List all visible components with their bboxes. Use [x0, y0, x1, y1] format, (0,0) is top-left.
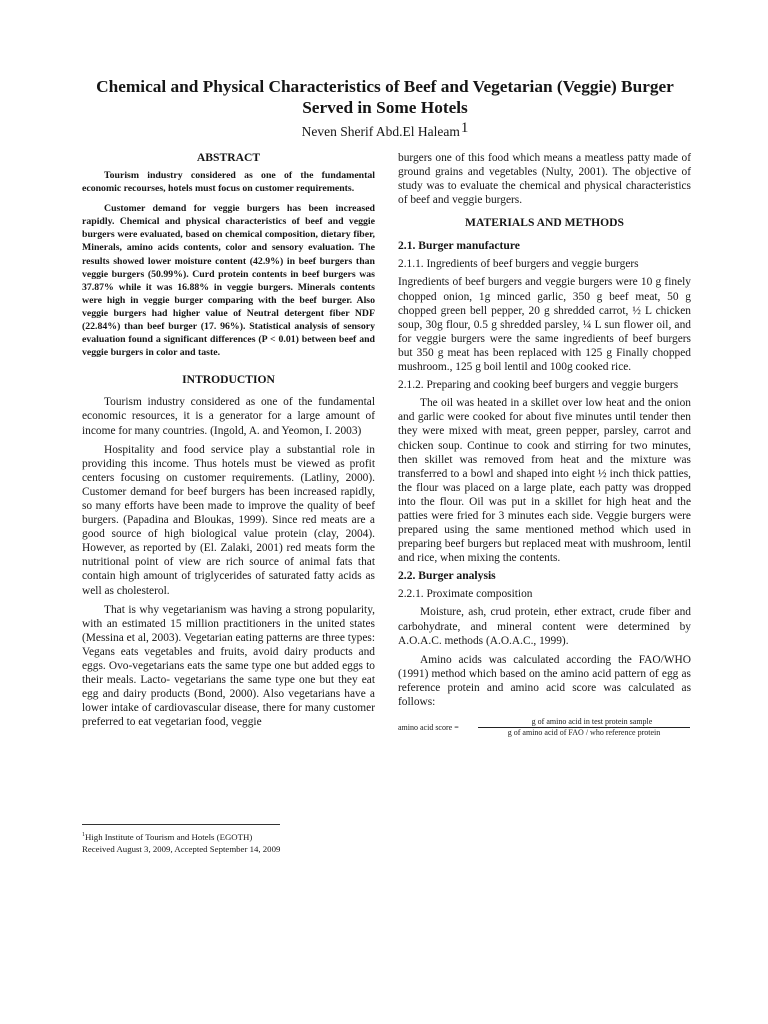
abstract-paragraph: Tourism industry considered as one of the fundamental economic recourses, hotels must focus on customer requirements. [82, 170, 375, 195]
intro-continuation [398, 151, 691, 207]
author-name: Neven Sherif Abd.El Haleam [301, 124, 460, 139]
paper-title [60, 76, 710, 118]
right-column [398, 151, 691, 740]
footnote-affiliation-text: High Institute of Tourism and Hotels (EGOTH) [85, 831, 253, 842]
formula-denominator: g of amino acid of FAO / who reference protein [507, 728, 661, 738]
proximate-paragraph: Moisture, ash, crud protein, ether extract, crude fiber and carbohydrate, and mineral content were determined by A.O.A.C. methods (A.O.A.C., 1999). [398, 606, 691, 647]
introduction-body [82, 395, 375, 729]
intro-paragraph: That is why vegetarianism was having a strong popularity, with an estimated 15 million practitioners in the united states (Messina et al, 2003). Vegetarian eating patterns are three types: Vegans eats vegetables and fruits, avoid dairy products and eggs. Ovo-vegetarians eats the same type one but added eggs to their meals. Lacto- vegetarians the same type one but they eat egg and dairy products (Bond, 2000). Also vegetarians have a lower intake of cardiovascular disease, there for many customer preferred to eat vegetarian food, veggie [82, 603, 375, 729]
section-2-1-2-body [398, 396, 691, 565]
abstract-paragraph: Customer demand for veggie burgers has been increased rapidly. Chemical and physical characteristics of beef and veggie burgers were evaluated, based on chemical composition, dietary fiber, Minerals, amino acids contents, color and sensory evaluation. The results showed lower moisture content (42.9%) in beef burgers than veggie burgers (50.99%). Curd protein contents in beef burgers was 37.87% while it was 16.88% in veggie burgers. Minerals contents were high in veggie burger comparing with the beef burger. Also veggie burgers had higher value of Neutral detergent fiber NDF (22.84%) than beef burger (17. 96%). Statistical analysis of sensory evaluation found a significant differences (P < 0.01) between beef and veggie burgers in color and taste. [82, 203, 375, 359]
section-2-2-1-body [398, 605, 691, 709]
section-2-1-1-body [398, 275, 691, 374]
amino-acid-score-formula [398, 718, 691, 740]
footnote-divider [82, 824, 280, 825]
introduction-heading: INTRODUCTION [182, 373, 275, 387]
footnote-affiliation [82, 829, 382, 843]
intro-paragraph: Hospitality and food service play a substantial role in providing this income. Thus hotels must be viewed as profit centers focusing on customer requirements. (Latliny, 2000). Customer demand for beef burgers has been increased rapidly, so many efforts have been made to improve the quality of beef burgers. (Papadina and Bloukas, 1999). Since red meats are a good source of high biological value protein (clay, 2004). However, as reported by (El. Zalaki, 2001) red meats form the nutritional point of view are rich source of animal fats that contain high amount of triglycerides of saturated fatty acids as well as cholesterol. [82, 443, 375, 597]
section-2-2-1-heading: 2.2.1. Proximate composition [398, 588, 533, 601]
left-column [82, 151, 375, 729]
section-2-1-2-heading: 2.1.2. Preparing and cooking beef burgers and veggie burgers [398, 379, 679, 392]
abstract-body [82, 169, 375, 359]
formula-numerator: g of amino acid in test protein sample [531, 717, 653, 727]
preparation-paragraph: The oil was heated in a skillet over low heat and the onion and garlic were cooked for about five minutes until tender then they were mixed with meat, green pepper, parsley, carrot and chicken soup. Continue to cook and stirring for two minutes, then skillet was removed from heat and the mixture was transferred to a bowl and shaped into eight ½ inch thick patties, the flour was placed on a large plate, each patty was dropped into the flour. Oil was put in a skillet for high heat and the patties were fried for 3 minutes each side. Veggie burgers were prepared using the same mentioned method which used in preparing beef burgers but replaced meat with mushroom, lentil and rice, when mixing the contents. [398, 397, 691, 565]
footnote [82, 829, 382, 855]
intro-paragraph: Tourism industry considered as one of the fundamental economic resources, it is a generator for a large amount of income for many countries. (Ingold, A. and Yeomon, I. 2003) [82, 396, 375, 437]
intro-continuation-paragraph: burgers one of this food which means a meatless patty made of ground grains and vegetables (Nulty, 2001). The objective of study was to evaluate the chemical and physical characteristics of beef and veggie burgers. [398, 152, 691, 207]
amino-acid-paragraph: Amino acids was calculated according the FAO/WHO (1991) method which based on the amino acid pattern of egg as reference protein and amino acid score was calculated as follows: [398, 653, 691, 708]
author-line [60, 119, 710, 141]
footnote-received-dates: Received August 3, 2009, Accepted September 14, 2009 [82, 843, 281, 854]
section-2-2-heading: 2.2. Burger analysis [398, 569, 496, 583]
abstract-heading: ABSTRACT [196, 151, 261, 164]
title-line-2: Served in Some Hotels [302, 98, 468, 117]
footnote-mark: 1 [82, 832, 85, 838]
title-line-1: Chemical and Physical Characteristics of Beef and Vegetarian (Veggie) Burger [96, 77, 674, 96]
section-2-1-1-heading: 2.1.1. Ingredients of beef burgers and veggie burgers [398, 258, 639, 271]
section-2-1-heading: 2.1. Burger manufacture [398, 239, 520, 253]
ingredients-paragraph: Ingredients of beef burgers and veggie burgers were 10 g finely chopped onion, 1g minced garlic, 350 g beef meat, 50 g chopped green bell pepper, 20 g shredded carrot, ½ L chicken soup, 30g flour, 0.5 g shredded parsley, ¼ L sun flower oil, and for veggie burgers were the same ingredients of beef burgers but 350 g meat has been replaced with 125 g Finally chopped mushroom., 125 g boil lentil and 100g cooked rice. [398, 276, 691, 374]
author-affiliation-mark: 1 [460, 120, 469, 136]
materials-methods-heading: MATERIALS AND METHODS [465, 216, 624, 230]
formula-lhs: amino acid score = [398, 723, 459, 733]
